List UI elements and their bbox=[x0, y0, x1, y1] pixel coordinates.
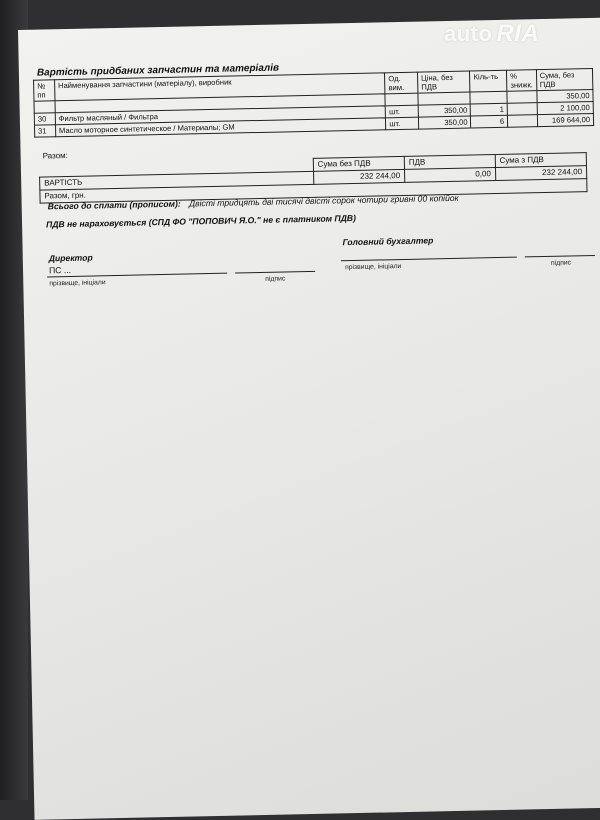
vat-sum-with-vat: 232 244,00 bbox=[495, 166, 587, 181]
table-row: 30 Фильтр масляный / Фильтра шт. 350,00 1 2 100,00 bbox=[34, 101, 593, 125]
totals-label: Разом: bbox=[42, 150, 68, 161]
col-price: Ціна, без ПДВ bbox=[418, 71, 471, 93]
director-label: Директор bbox=[48, 252, 93, 264]
vat-h-sum-with: Сума з ПДВ bbox=[495, 153, 587, 168]
vat-h-sum: Сума без ПДВ bbox=[313, 156, 404, 171]
vat-value: 0,00 bbox=[404, 168, 495, 183]
vat-h-vat: ПДВ bbox=[404, 155, 495, 170]
vat-footer-label: Разом, грн. bbox=[40, 179, 587, 203]
director-name-line bbox=[47, 273, 227, 278]
director-name: ПС ... bbox=[48, 264, 72, 276]
sum-in-words-label: Всього до сплати (прописом): bbox=[47, 198, 181, 212]
director-sign-hint: підпис bbox=[265, 275, 286, 283]
col-discount: % знижк. bbox=[507, 70, 537, 92]
auto-ria-watermark bbox=[444, 14, 584, 54]
section-title: Вартість придбаних запчастин та матеріалів bbox=[36, 62, 280, 79]
watermark-brand2: RIA bbox=[496, 20, 540, 47]
accountant-surname-hint: прізвище, ініціали bbox=[344, 263, 402, 272]
invoice-page bbox=[18, 17, 600, 819]
col-name: Найменування запчастини (матеріалу), виробник bbox=[54, 73, 385, 101]
watermark-brand: auto bbox=[444, 21, 493, 46]
table-row: 350,00 bbox=[34, 89, 593, 113]
accountant-sign-hint: підпис bbox=[550, 259, 572, 267]
sum-in-words-value: Двісті тридцять дві тисячі двісті сорок чотири гривні 00 копійок bbox=[188, 192, 459, 209]
table-row: 31 Масло моторное синтетическое / Материалы; GM шт. 350,00 6 169 644,00 bbox=[34, 113, 593, 137]
director-sign-line bbox=[235, 271, 315, 274]
accountant-label: Головний бухгалтер bbox=[342, 235, 434, 248]
col-no: № пп bbox=[34, 80, 55, 101]
col-sum: Сума, без ПДВ bbox=[536, 68, 593, 90]
col-unit: Од. вим. bbox=[385, 72, 418, 94]
parts-table bbox=[33, 68, 594, 138]
accountant-name-line bbox=[341, 257, 517, 262]
vat-sum-no-vat: 232 244,00 bbox=[313, 169, 404, 184]
col-qty: Кіль-ть bbox=[470, 70, 507, 92]
vat-row-label: ВАРТІСТЬ bbox=[40, 171, 314, 190]
director-surname-hint: прізвище, ініціали bbox=[49, 279, 106, 288]
vat-note: ПДВ не нараховується (СПД ФО "ПОПОВИЧ Я.О." не є платником ПДВ) bbox=[45, 212, 357, 230]
accountant-sign-line bbox=[525, 255, 595, 257]
